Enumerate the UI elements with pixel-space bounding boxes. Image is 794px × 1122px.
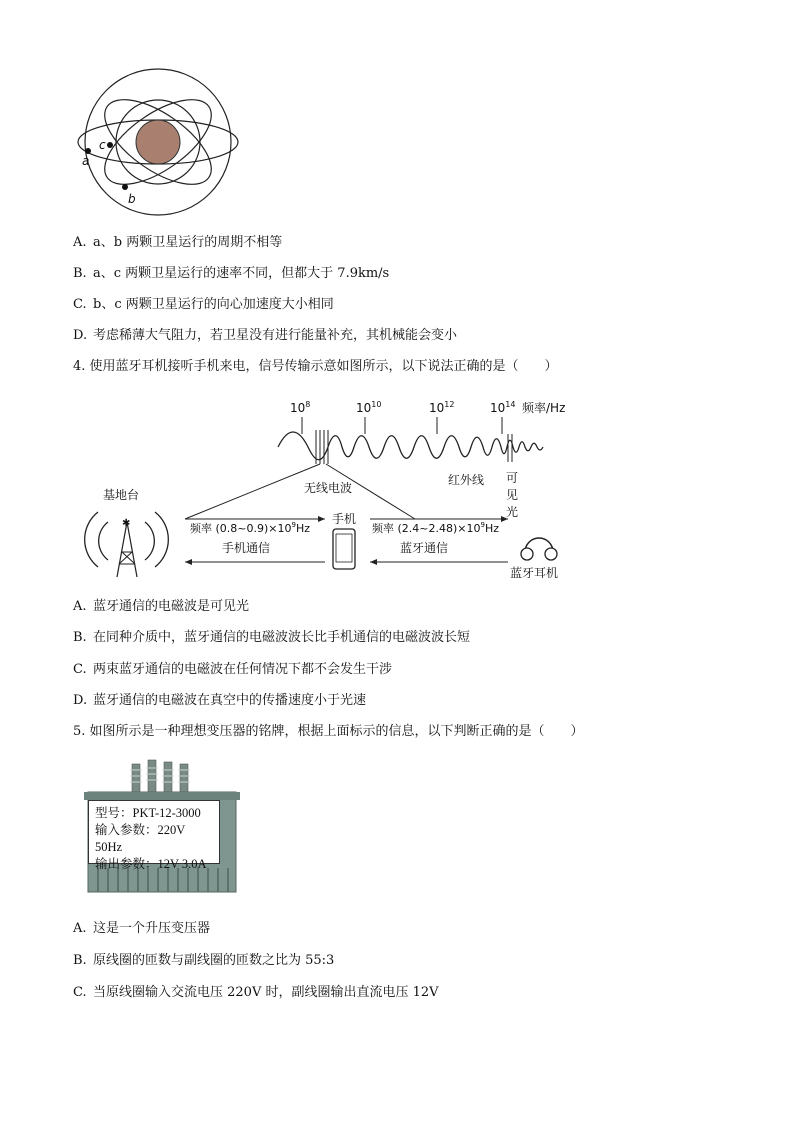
- q5-option-a: A. 这是一个升压变压器: [73, 921, 211, 936]
- bluetooth-earphone-icon: [510, 538, 558, 580]
- phone-icon: [332, 511, 356, 569]
- nameplate-model: 型号：PKT-12-3000: [95, 806, 201, 820]
- svg-text:1010: $10^{10}$: [356, 400, 382, 415]
- label-a: a: [82, 154, 90, 168]
- svg-text:1014: $10^{14}$: [490, 400, 516, 415]
- infrared-label: 红外线: [448, 473, 485, 487]
- visible-label-2: 见: [506, 488, 519, 502]
- satellite-c: [107, 142, 113, 148]
- phone-label: 手机: [332, 512, 357, 526]
- bluetooth-signal-diagram: [70, 392, 580, 582]
- freq-axis-label: 频率/Hz: [522, 401, 566, 415]
- visible-label-3: 光: [506, 505, 519, 519]
- left-caption: 手机通信: [222, 541, 271, 555]
- em-spectrum-wave: [278, 432, 543, 460]
- radio-wave-label: 无线电波: [304, 481, 353, 495]
- q3-option-d: D. 考虑稀薄大气阻力，若卫星没有进行能量补充，其机械能会变小: [73, 328, 458, 343]
- q4-option-a: A. 蓝牙通信的电磁波是可见光: [73, 599, 250, 614]
- base-station-label: 基地台: [103, 488, 140, 502]
- svg-text:✱: ✱: [122, 518, 131, 529]
- q3-option-c: C. b、c 两颗卫星运行的向心加速度大小相同: [73, 297, 334, 312]
- q4-option-d: D. 蓝牙通信的电磁波在真空中的传播速度小于光速: [73, 693, 367, 708]
- svg-text:108: $10^8$: [290, 400, 311, 415]
- frequency-axis: [290, 400, 565, 434]
- q3-option-a: A. a、b 两颗卫星运行的周期不相等: [73, 235, 283, 250]
- q4-option-c: C. 两束蓝牙通信的电磁波在任何情况下都不会发生干涉: [73, 662, 393, 677]
- right-caption: 蓝牙通信: [400, 541, 449, 555]
- earth: [136, 120, 180, 164]
- base-station: [85, 487, 169, 577]
- earphone-label: 蓝牙耳机: [510, 566, 559, 580]
- q4-stem: 4. 使用蓝牙耳机接听手机来电，信号传输示意如图所示，以下说法正确的是（ ）: [73, 359, 558, 374]
- q3-option-b: B. a、c 两颗卫星运行的速率不同，但都大于 7.9km/s: [73, 266, 390, 281]
- svg-text:1012: $10^{12}$: [429, 400, 455, 415]
- q4-option-b: B. 在同种介质中，蓝牙通信的电磁波波长比手机通信的电磁波波长短: [73, 630, 471, 645]
- label-b: b: [128, 192, 136, 206]
- left-frequency-label: 频率 $(0.8\sim 0.9)\times 10^9Hz$: [190, 521, 311, 535]
- transformer-nameplate: [88, 800, 220, 871]
- label-c: c: [99, 138, 106, 152]
- q5-option-c: C. 当原线圈输入交流电压 220V 时，副线圈输出直流电压 12V: [73, 985, 439, 1000]
- nameplate-input: 输入参数：220V 50Hz: [95, 823, 186, 854]
- q5-option-b: B. 原线圈的匝数与副线圈的匝数之比为 55:3: [73, 953, 335, 968]
- satellite-orbit-figure: [70, 65, 250, 225]
- right-frequency-label: 频率 $(2.4\sim 2.48)\times 10^9Hz$: [372, 521, 500, 535]
- nameplate-output: 输出参数：12V 3.0A: [95, 857, 207, 871]
- satellite-b: [122, 184, 128, 190]
- visible-label-1: 可: [506, 471, 519, 485]
- q5-stem: 5. 如图所示是一种理想变压器的铭牌，根据上面标示的信息，以下判断正确的是（ ）: [73, 724, 584, 739]
